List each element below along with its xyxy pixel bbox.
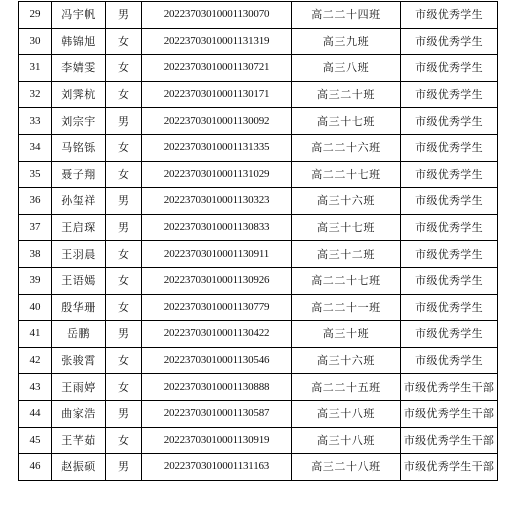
- class-cell: 高三十七班: [292, 108, 401, 135]
- student-id-cell: 20223703010001130171: [142, 81, 292, 108]
- class-cell: 高三十六班: [292, 188, 401, 215]
- table-row: [19, 321, 498, 348]
- class-cell: 高三十班: [292, 321, 401, 348]
- serial-number-cell: 43: [19, 374, 52, 401]
- student-name-cell: 李婧雯: [52, 55, 106, 82]
- gender-cell: 女: [106, 294, 142, 321]
- student-name-cell: 聂子翔: [52, 161, 106, 188]
- serial-number-cell: 42: [19, 347, 52, 374]
- serial-number-cell: 46: [19, 454, 52, 481]
- award-cell: 市级优秀学生: [401, 188, 498, 215]
- gender-cell: 女: [106, 28, 142, 55]
- student-id-cell: 20223703010001130070: [142, 2, 292, 29]
- gender-cell: 男: [106, 400, 142, 427]
- class-cell: 高二二十四班: [292, 2, 401, 29]
- student-name-cell: 王雨婷: [52, 374, 106, 401]
- award-cell: 市级优秀学生: [401, 55, 498, 82]
- student-name-cell: 王语嫣: [52, 267, 106, 294]
- class-cell: 高二二十一班: [292, 294, 401, 321]
- award-cell: 市级优秀学生: [401, 321, 498, 348]
- gender-cell: 女: [106, 81, 142, 108]
- table-row: [19, 241, 498, 268]
- award-cell: 市级优秀学生: [401, 2, 498, 29]
- serial-number-cell: 31: [19, 55, 52, 82]
- student-id-cell: 20223703010001130926: [142, 267, 292, 294]
- award-cell: 市级优秀学生: [401, 161, 498, 188]
- class-cell: 高三八班: [292, 55, 401, 82]
- student-name-cell: 王芊茹: [52, 427, 106, 454]
- class-cell: 高三二十八班: [292, 454, 401, 481]
- student-name-cell: 王羽晨: [52, 241, 106, 268]
- student-name-cell: 冯宇帆: [52, 2, 106, 29]
- table-body: [19, 2, 498, 481]
- table-row: [19, 347, 498, 374]
- student-id-cell: 20223703010001131029: [142, 161, 292, 188]
- award-cell: 市级优秀学生: [401, 241, 498, 268]
- gender-cell: 女: [106, 161, 142, 188]
- table-row: [19, 454, 498, 481]
- award-cell: 市级优秀学生干部: [401, 454, 498, 481]
- class-cell: 高三十七班: [292, 214, 401, 241]
- student-name-cell: 王启琛: [52, 214, 106, 241]
- award-cell: 市级优秀学生: [401, 267, 498, 294]
- table-row: [19, 2, 498, 29]
- serial-number-cell: 41: [19, 321, 52, 348]
- gender-cell: 男: [106, 188, 142, 215]
- award-cell: 市级优秀学生: [401, 28, 498, 55]
- class-cell: 高三十二班: [292, 241, 401, 268]
- class-cell: 高三十八班: [292, 427, 401, 454]
- serial-number-cell: 40: [19, 294, 52, 321]
- serial-number-cell: 35: [19, 161, 52, 188]
- student-name-cell: 韩锦旭: [52, 28, 106, 55]
- serial-number-cell: 38: [19, 241, 52, 268]
- student-id-cell: 20223703010001131319: [142, 28, 292, 55]
- serial-number-cell: 36: [19, 188, 52, 215]
- student-id-cell: 20223703010001131335: [142, 134, 292, 161]
- class-cell: 高三二十班: [292, 81, 401, 108]
- student-name-cell: 曲家浩: [52, 400, 106, 427]
- award-cell: 市级优秀学生干部: [401, 427, 498, 454]
- student-id-cell: 20223703010001130092: [142, 108, 292, 135]
- gender-cell: 男: [106, 108, 142, 135]
- student-name-cell: 张骏霄: [52, 347, 106, 374]
- student-name-cell: 殷华珊: [52, 294, 106, 321]
- student-name-cell: 赵振硕: [52, 454, 106, 481]
- student-id-cell: 20223703010001130911: [142, 241, 292, 268]
- table-row: [19, 188, 498, 215]
- gender-cell: 女: [106, 267, 142, 294]
- student-id-cell: 20223703010001130323: [142, 188, 292, 215]
- serial-number-cell: 34: [19, 134, 52, 161]
- award-cell: 市级优秀学生: [401, 108, 498, 135]
- serial-number-cell: 33: [19, 108, 52, 135]
- student-award-table: [18, 1, 498, 481]
- serial-number-cell: 30: [19, 28, 52, 55]
- gender-cell: 女: [106, 374, 142, 401]
- serial-number-cell: 29: [19, 2, 52, 29]
- award-cell: 市级优秀学生: [401, 81, 498, 108]
- gender-cell: 女: [106, 134, 142, 161]
- serial-number-cell: 44: [19, 400, 52, 427]
- student-id-cell: 20223703010001130546: [142, 347, 292, 374]
- gender-cell: 女: [106, 241, 142, 268]
- student-name-cell: 马铭铄: [52, 134, 106, 161]
- student-id-cell: 20223703010001131163: [142, 454, 292, 481]
- student-id-cell: 20223703010001130587: [142, 400, 292, 427]
- award-cell: 市级优秀学生: [401, 294, 498, 321]
- table-row: [19, 294, 498, 321]
- serial-number-cell: 39: [19, 267, 52, 294]
- student-id-cell: 20223703010001130888: [142, 374, 292, 401]
- award-cell: 市级优秀学生干部: [401, 400, 498, 427]
- table-row: [19, 400, 498, 427]
- class-cell: 高二二十七班: [292, 161, 401, 188]
- gender-cell: 男: [106, 214, 142, 241]
- student-id-cell: 20223703010001130779: [142, 294, 292, 321]
- award-cell: 市级优秀学生: [401, 134, 498, 161]
- student-name-cell: 孙玺祥: [52, 188, 106, 215]
- student-id-cell: 20223703010001130919: [142, 427, 292, 454]
- award-cell: 市级优秀学生干部: [401, 374, 498, 401]
- class-cell: 高二二十五班: [292, 374, 401, 401]
- class-cell: 高三十八班: [292, 400, 401, 427]
- gender-cell: 女: [106, 55, 142, 82]
- class-cell: 高三九班: [292, 28, 401, 55]
- table-row: [19, 161, 498, 188]
- table-row: [19, 28, 498, 55]
- table-row: [19, 374, 498, 401]
- class-cell: 高二二十七班: [292, 267, 401, 294]
- gender-cell: 男: [106, 321, 142, 348]
- gender-cell: 女: [106, 427, 142, 454]
- serial-number-cell: 37: [19, 214, 52, 241]
- gender-cell: 女: [106, 347, 142, 374]
- student-id-cell: 20223703010001130422: [142, 321, 292, 348]
- gender-cell: 男: [106, 2, 142, 29]
- student-id-cell: 20223703010001130721: [142, 55, 292, 82]
- class-cell: 高二二十六班: [292, 134, 401, 161]
- student-name-cell: 刘宗宇: [52, 108, 106, 135]
- table-row: [19, 427, 498, 454]
- serial-number-cell: 32: [19, 81, 52, 108]
- table-row: [19, 214, 498, 241]
- award-cell: 市级优秀学生: [401, 347, 498, 374]
- class-cell: 高三十六班: [292, 347, 401, 374]
- table-row: [19, 134, 498, 161]
- gender-cell: 男: [106, 454, 142, 481]
- award-cell: 市级优秀学生: [401, 214, 498, 241]
- table-row: [19, 267, 498, 294]
- student-name-cell: 岳鹏: [52, 321, 106, 348]
- table-row: [19, 55, 498, 82]
- table-row: [19, 81, 498, 108]
- student-name-cell: 刘霁杭: [52, 81, 106, 108]
- serial-number-cell: 45: [19, 427, 52, 454]
- table-row: [19, 108, 498, 135]
- student-id-cell: 20223703010001130833: [142, 214, 292, 241]
